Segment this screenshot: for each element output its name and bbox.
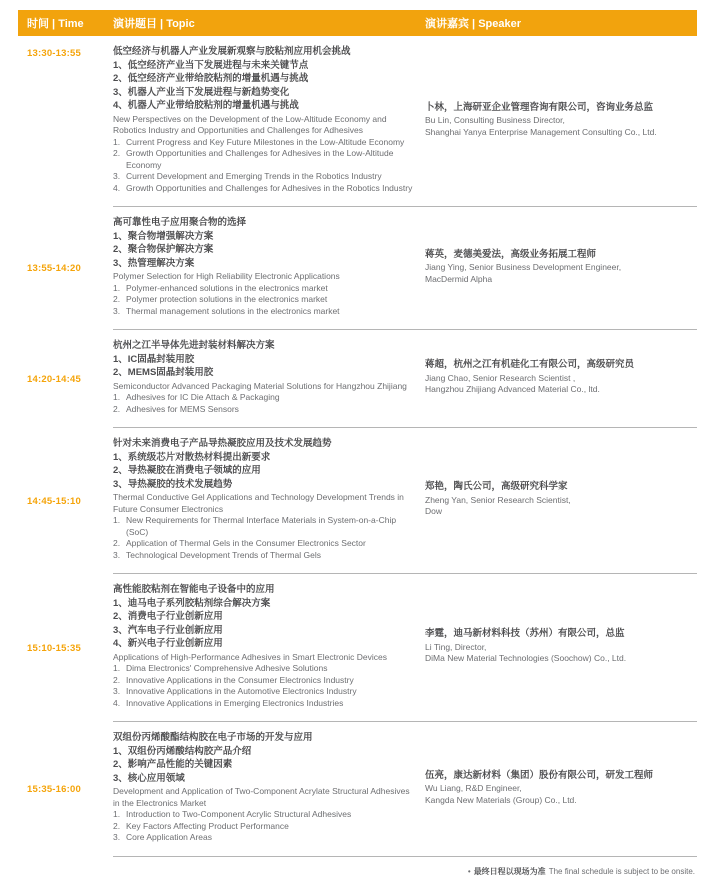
speaker-cell: [425, 216, 697, 317]
topic-point-en: [113, 698, 415, 710]
topic-point-zh: 1、聚合物增强解决方案: [113, 230, 214, 242]
speaker-lines-en: [425, 115, 697, 138]
topic-point-zh: 2、影响产品性能的关键因素: [113, 759, 233, 770]
speaker-line-en: Wu Liang, R&D Engineer,: [425, 783, 522, 793]
topic-point-en: [113, 686, 415, 698]
topic-point-zh: 1、IC固晶封装用胶: [113, 353, 195, 365]
topic-title-en: Development and Application of Two-Component Acrylate Structural Adhesives in the Electronics Market: [113, 786, 410, 808]
topic-points-en: [113, 392, 415, 415]
topic-point-zh: 1、迪马电子系列胶粘剂综合解决方案: [113, 597, 271, 609]
speaker-lines-en: [425, 783, 697, 806]
topic-cell: [113, 437, 425, 561]
topic-cell: [113, 339, 425, 415]
topic-points-en: [113, 809, 415, 844]
topic-point-zh: 3、导热凝胶的技术发展趋势: [113, 478, 233, 490]
topic-cell: [113, 45, 425, 194]
speaker-lines-en: [425, 642, 697, 665]
point-text: Innovative Applications in Emerging Electronics Industries: [126, 697, 344, 708]
point-number: 3.: [113, 171, 121, 181]
point-number: 2.: [113, 403, 121, 414]
speaker-cell: [425, 437, 697, 561]
topic-title-zh: 高可靠性电子应用聚合物的选择: [113, 217, 247, 228]
speaker-line-en: Jiang Ying, Senior Business Development Engineer,: [425, 262, 622, 273]
topic-point-en: [113, 183, 415, 195]
topic-point-zh: 2、消费电子行业创新应用: [113, 611, 223, 622]
point-number: 2.: [113, 148, 121, 158]
point-number: 4.: [113, 697, 121, 708]
topic-title-en: Thermal Conductive Gel Applications and Technology Development Trends in Future Consumer Electronics: [113, 492, 404, 514]
session-body: [113, 722, 697, 857]
session-body: [113, 428, 697, 574]
speaker-name-zh: 郑艳，陶氏公司，高级研究科学家: [425, 481, 568, 493]
speaker-line-en: MacDermid Alpha: [425, 273, 493, 284]
topic-point-zh: 3、机器人产业当下发展进程与新趋势变化: [113, 86, 290, 98]
session-time-cell: [18, 207, 113, 330]
topic-point-zh: 1、低空经济产业当下发展进程与未来关键节点: [113, 59, 309, 71]
point-text: Current Development and Emerging Trends in the Robotics Industry: [126, 171, 382, 181]
session-time-cell: [18, 428, 113, 574]
topic-points-en: [113, 283, 415, 318]
point-text: Innovative Applications in the Automotive Electronics Industry: [126, 686, 357, 696]
topic-point-zh: 2、聚合物保护解决方案: [113, 244, 214, 255]
point-text: Dima Electronics' Comprehensive Adhesive Solutions: [126, 663, 328, 673]
topic-title-zh: 针对未来消费电子产品导热凝胶应用及技术发展趋势: [113, 438, 332, 449]
session-body: [113, 330, 697, 428]
bullet-icon: •: [467, 866, 471, 876]
session-body: [113, 207, 697, 330]
topic-title-zh: 低空经济与机器人产业发展新观察与胶粘剂应用机会挑战: [113, 46, 351, 57]
topic-point-en: [113, 821, 415, 833]
topic-point-zh: 3、核心应用领域: [113, 772, 185, 784]
point-number: 2.: [113, 538, 121, 548]
point-number: 1.: [113, 136, 121, 147]
point-number: 3.: [113, 832, 121, 842]
topic-point-zh: 4、新兴电子行业创新应用: [113, 638, 223, 649]
topic-point-zh: 4、机器人产业带给胶粘剂的增量机遇与挑战: [113, 100, 299, 111]
session-time: 13:55-14:20: [27, 263, 81, 274]
point-number: 1.: [113, 809, 121, 819]
header-time: 时间 | Time: [27, 18, 84, 30]
topic-points-zh: [113, 59, 415, 113]
speaker-line-en: Bu Lin, Consulting Business Director,: [425, 115, 565, 126]
speaker-name-zh: 李霆，迪马新材料科技（苏州）有限公司，总监: [425, 628, 625, 640]
topic-cell: [113, 731, 425, 844]
table-header: [18, 10, 697, 36]
session-row: [18, 207, 697, 330]
session-row: [18, 428, 697, 574]
point-number: 2.: [113, 820, 121, 831]
point-number: 3.: [113, 549, 121, 560]
topic-points-zh: [113, 451, 415, 492]
point-text: Core Application Areas: [126, 832, 212, 842]
topic-point-en: [113, 663, 415, 675]
topic-points-zh: [113, 597, 415, 651]
point-text: Introduction to Two-Component Acrylic Structural Adhesives: [126, 809, 352, 819]
speaker-cell: [425, 45, 697, 194]
point-text: Current Progress and Key Future Milestones in the Low-Altitude Economy: [126, 136, 405, 147]
point-text: Innovative Applications in the Consumer Electronics Industry: [126, 674, 354, 685]
session-time: 14:45-15:10: [27, 495, 81, 507]
speaker-lines-en: [425, 495, 697, 518]
session-time: 14:20-14:45: [27, 373, 81, 385]
topic-point-en: [113, 832, 415, 844]
point-text: Key Factors Affecting Product Performance: [126, 820, 289, 831]
footnote-en: The final schedule is subject to be onsite.: [548, 866, 695, 876]
topic-point-zh: 2、低空经济产业带给胶粘剂的增量机遇与挑战: [113, 73, 309, 84]
topic-point-zh: 3、汽车电子行业创新应用: [113, 624, 223, 636]
topic-point-en: [113, 404, 415, 416]
session-row: [18, 330, 697, 428]
speaker-cell: [425, 731, 697, 844]
footnote: [18, 857, 697, 877]
session-body: [113, 574, 697, 722]
topic-point-en: [113, 515, 415, 538]
point-text: Polymer protection solutions in the electronics market: [126, 294, 328, 304]
session-row: [18, 36, 697, 207]
topic-points-en: [113, 137, 415, 195]
topic-point-en: [113, 550, 415, 562]
topic-title-en: Applications of High-Performance Adhesives in Smart Electronic Devices: [113, 651, 388, 662]
speaker-line-en: Zheng Yan, Senior Research Scientist,: [425, 494, 571, 505]
speaker-line-en: Dow: [425, 506, 443, 517]
session-time: 13:30-13:55: [27, 48, 81, 59]
point-number: 1.: [113, 392, 121, 402]
footnote-zh: 最终日程以现场为准: [473, 866, 546, 876]
topic-point-en: [113, 171, 415, 183]
point-text: New Requirements for Thermal Interface Materials in System-on-a-Chip (SoC): [126, 515, 397, 537]
topic-point-zh: 2、MEMS固晶封装用胶: [113, 367, 214, 378]
speaker-lines-en: [425, 373, 697, 396]
topic-point-zh: 1、系统级芯片对散热材料提出新要求: [113, 451, 271, 463]
session-time-cell: [18, 574, 113, 722]
point-text: Growth Opportunities and Challenges for Adhesives in the Low-Altitude Economy: [126, 148, 394, 170]
speaker-lines-en: [425, 262, 697, 285]
topic-points-zh: [113, 353, 415, 380]
topic-points-en: [113, 515, 415, 561]
session-time-cell: [18, 330, 113, 428]
session-row: [18, 574, 697, 722]
speaker-line-en: Kangda New Materials (Group) Co., Ltd.: [425, 794, 577, 805]
topic-point-en: [113, 148, 415, 171]
topic-cell: [113, 583, 425, 709]
topic-title-zh: 杭州之江半导体先进封装材料解决方案: [113, 340, 275, 351]
topic-points-zh: [113, 745, 415, 786]
header-topic: 演讲题目 | Topic: [113, 18, 195, 30]
point-text: Application of Thermal Gels in the Consumer Electronics Sector: [126, 538, 366, 548]
point-number: 2.: [113, 674, 121, 685]
point-text: Thermal management solutions in the electronics market: [126, 305, 340, 316]
topic-points-en: [113, 663, 415, 709]
point-text: Growth Opportunities and Challenges for Adhesives in the Robotics Industry: [126, 182, 413, 193]
speaker-name-zh: 卜林，上海研亚企业管理咨询有限公司，咨询业务总监: [425, 101, 654, 113]
session-body: [113, 36, 697, 207]
point-text: Adhesives for IC Die Attach & Packaging: [126, 392, 280, 402]
session-time-cell: [18, 722, 113, 857]
topic-point-zh: 2、导热凝胶在消费电子领域的应用: [113, 465, 261, 476]
point-text: Polymer-enhanced solutions in the electronics market: [126, 282, 328, 293]
speaker-name-zh: 伍亮，康达新材料（集团）股份有限公司，研发工程师: [425, 769, 654, 781]
topic-point-zh: 3、热管理解决方案: [113, 257, 195, 269]
topic-point-en: [113, 283, 415, 295]
topic-points-zh: [113, 230, 415, 271]
session-list: [18, 36, 697, 857]
topic-point-en: [113, 809, 415, 821]
speaker-name-zh: 蒋英，麦德美爱法，高级业务拓展工程师: [425, 248, 597, 260]
topic-point-en: [113, 306, 415, 318]
topic-title-en: Polymer Selection for High Reliability Electronic Applications: [113, 271, 340, 281]
speaker-line-en: Li Ting, Director,: [425, 641, 487, 652]
speaker-line-en: DiMa New Material Technologies (Soochow) Co., Ltd.: [425, 653, 627, 664]
session-time: 15:35-16:00: [27, 783, 81, 795]
speaker-name-zh: 蒋超，杭州之江有机硅化工有限公司，高级研究员: [425, 359, 635, 371]
topic-title-en: New Perspectives on the Development of the Low-Altitude Economy and Robotics Industry and Opportunities and Challenges for Adhesives: [113, 113, 387, 135]
point-number: 4.: [113, 182, 121, 193]
topic-point-en: [113, 294, 415, 306]
session-row: [18, 722, 697, 857]
topic-point-en: [113, 137, 415, 149]
header-speaker: 演讲嘉宾 | Speaker: [425, 18, 521, 30]
topic-point-en: [113, 538, 415, 550]
speaker-line-en: Jiang Chao, Senior Research Scientist ,: [425, 372, 576, 383]
speaker-cell: [425, 583, 697, 709]
point-number: 1.: [113, 515, 121, 525]
topic-point-zh: 1、双组份丙烯酸结构胶产品介绍: [113, 745, 252, 757]
session-time-cell: [18, 36, 113, 207]
speaker-line-en: Shanghai Yanya Enterprise Management Consulting Co., Ltd.: [425, 126, 657, 137]
topic-cell: [113, 216, 425, 317]
point-number: 1.: [113, 663, 121, 673]
topic-title-en: Semiconductor Advanced Packaging Material Solutions for Hangzhou Zhijiang: [113, 380, 407, 391]
point-number: 2.: [113, 294, 121, 304]
session-time: 15:10-15:35: [27, 642, 81, 654]
topic-title-zh: 高性能胶粘剂在智能电子设备中的应用: [113, 584, 275, 595]
point-number: 1.: [113, 282, 121, 293]
topic-point-en: [113, 392, 415, 404]
point-text: Technological Development Trends of Thermal Gels: [126, 549, 321, 560]
point-number: 3.: [113, 686, 121, 696]
topic-point-en: [113, 675, 415, 687]
speaker-cell: [425, 339, 697, 415]
point-text: Adhesives for MEMS Sensors: [126, 403, 239, 414]
speaker-line-en: Hangzhou Zhijiang Advanced Material Co., ltd.: [425, 384, 600, 395]
topic-title-zh: 双组份丙烯酸酯结构胶在电子市场的开发与应用: [113, 732, 313, 743]
point-number: 3.: [113, 305, 121, 316]
